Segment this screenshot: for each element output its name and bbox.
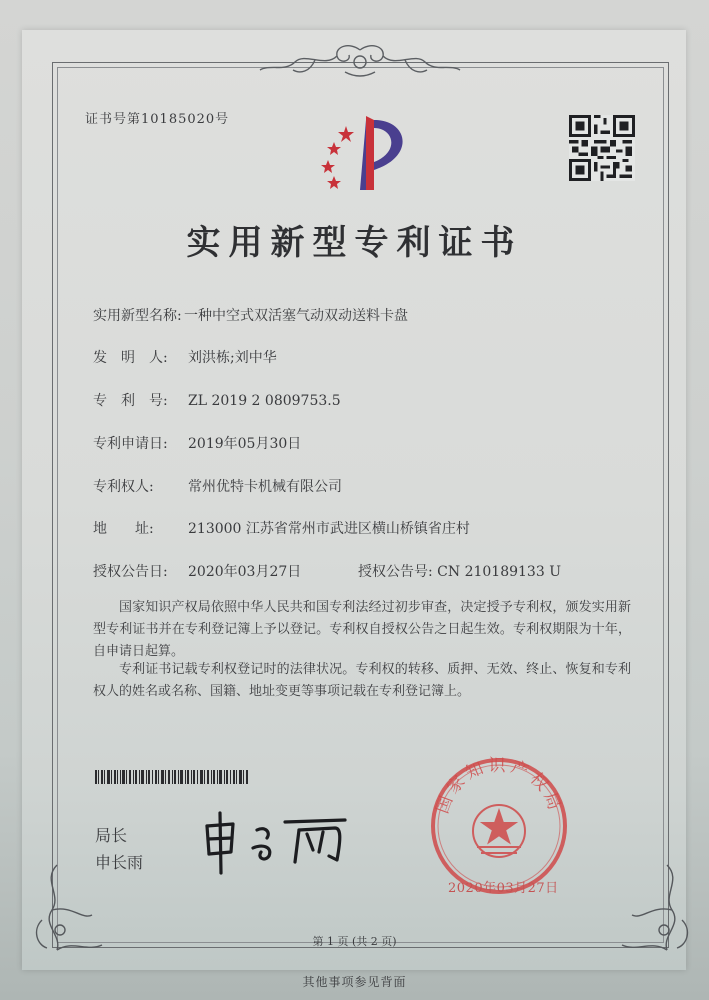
field-label: 专利申请日: <box>93 436 168 452</box>
field-label: 实用新型名称: <box>93 308 182 324</box>
director-name: 申长雨 <box>95 853 144 872</box>
field-value: 刘洪栋;刘中华 <box>188 350 277 366</box>
official-seal-icon <box>428 755 570 897</box>
field-utility-model-name <box>93 305 408 325</box>
field-value: 常州优特卡机械有限公司 <box>188 479 342 495</box>
field-value: 2019年05月30日 <box>188 436 302 452</box>
field-grant-date <box>93 561 301 581</box>
field-label: 专 利 号: <box>93 393 168 409</box>
certificate-number: 证书号第10185020号 <box>85 112 230 127</box>
cnipa-logo-icon <box>308 108 418 198</box>
legal-paragraph-2: 专利证书记载专利权登记时的法律状况。专利权的转移、质押、无效、终止、恢复和专利权人的姓名或名称、国籍、地址变更等事项记载在专利登记簿上。 <box>93 662 631 699</box>
field-patentee <box>93 476 342 496</box>
svg-text:国家知识产权局 <box>433 756 566 816</box>
field-value: CN 210189133 U <box>437 564 561 580</box>
director-title: 局长 <box>95 826 128 845</box>
field-address <box>93 518 470 538</box>
footer-note: 其他事项参见背面 <box>302 975 407 989</box>
field-value: ZL 2019 2 0809753.5 <box>188 393 341 409</box>
seal-text: 国家知识产权局 <box>432 755 566 817</box>
field-patent-number <box>93 390 341 410</box>
field-label: 地 址: <box>93 521 154 537</box>
qr-code-icon <box>569 115 635 181</box>
field-value: 2020年03月27日 <box>188 564 302 580</box>
signature-image <box>195 808 365 878</box>
barcode-icon <box>95 770 250 784</box>
field-label: 专利权人: <box>93 479 154 495</box>
field-application-date <box>93 433 301 453</box>
field-value: 213000 江苏省常州市武进区横山桥镇省庄村 <box>188 521 470 537</box>
legal-paragraph-1: 国家知识产权局依照中华人民共和国专利法经过初步审查，决定授予专利权，颁发实用新型专利证书并在专利登记簿上予以登记。专利权自授权公告之日起生效。专利权期限为十年，自申请日起算。 <box>93 600 631 659</box>
field-inventor <box>93 347 277 367</box>
field-label: 发 明 人: <box>93 350 168 366</box>
field-label: 授权公告号: <box>358 564 433 580</box>
field-label: 授权公告日: <box>93 564 168 580</box>
field-value: 一种中空式双活塞气动双动送料卡盘 <box>184 308 408 324</box>
seal-date: 2020年03月27日 <box>448 881 559 896</box>
page-number: 第 1 页 (共 2 页) <box>312 935 397 948</box>
certificate-title: 实用新型专利证书 <box>186 223 523 263</box>
top-ornament <box>255 42 465 84</box>
field-grant-number <box>358 561 561 581</box>
